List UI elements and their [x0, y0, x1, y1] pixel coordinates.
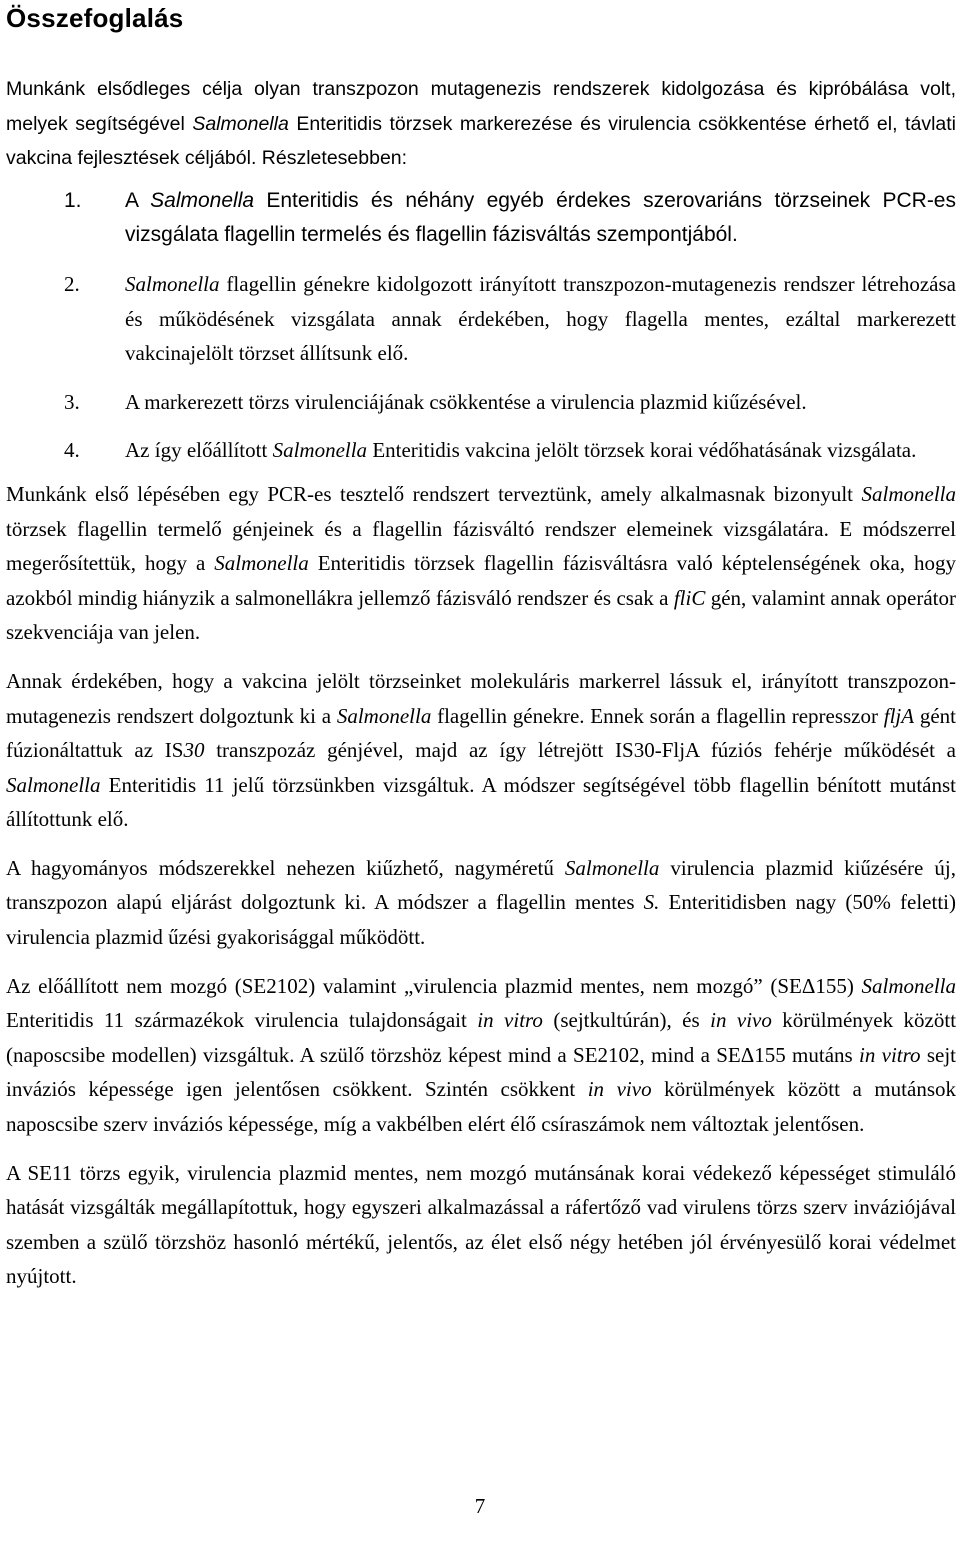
- aims-item-number: 1.: [64, 188, 82, 212]
- aims-list-item: [6, 385, 956, 420]
- intro-text-1: Munkánk elsődleges célja olyan transzpozon mutagenezis rendszerek kidolgozása és kipróbálása volt, melyek segítségével: [6, 78, 956, 135]
- aims-item-number: 3.: [64, 389, 80, 414]
- paragraph-text: sejt inváziós képessége igen jelentősen csökkent. Szintén csökkent: [6, 1042, 956, 1102]
- paragraph-text: körülmények között (naposcsibe modellen) vizsgáltuk. A szülő törzshöz képest mind a SE2102, mind a SEΔ155 mutáns: [6, 1008, 957, 1067]
- paragraph-italic: 30: [183, 738, 205, 763]
- aims-item-text: A: [125, 188, 151, 212]
- aims-item-italic: Salmonella: [125, 271, 220, 296]
- body-paragraph: [6, 477, 956, 650]
- paragraph-text: Enteritidisben nagy (50% feletti) virulencia plazmid űzési gyakorisággal működött.: [6, 890, 956, 950]
- paragraph-italic: in vitro: [859, 1042, 921, 1067]
- paragraph-text: Enteritidis törzsek flagellin fázisváltásra való képtelenségének oka, hogy azokból mindig hiányzik a salmonellákra jellemző fázisváló rendszer és csak a: [6, 551, 957, 610]
- body-paragraph: [6, 969, 956, 1142]
- aims-item-text: Enteritidis vakcina jelölt törzsek korai védőhatásának vizsgálata.: [367, 438, 917, 463]
- aims-list-item: [6, 267, 956, 371]
- paragraph-italic: in vitro: [477, 1008, 543, 1033]
- paragraph-text: gén, valamint annak operátor szekvenciája van jelen.: [6, 585, 957, 645]
- intro-text-2: Enteritidis törzsek markerezése és: [288, 112, 609, 135]
- intro-paragraph: [6, 72, 956, 176]
- aims-item-text: flagellin génekre kidolgozott irányított transzpozon-mutagenezis rendszer létrehozása és működésének vizsgálata annak érdekében, hogy flagella mentes, ezáltal markerezett vakcinajelölt törzset állítsunk elő.: [125, 271, 956, 366]
- paragraph-italic: in vivo: [587, 1077, 652, 1102]
- intro-italic-salmonella: Salmonella: [192, 112, 289, 135]
- paragraph-text: (sejtkultúrán), és: [542, 1008, 711, 1033]
- aims-list-item: [6, 433, 956, 468]
- paragraph-text: Munkánk első lépésében egy PCR-es tesztelő rendszert terveztünk, amely alkalmasnak bizonyult: [6, 481, 862, 506]
- paragraph-text: transzpozáz génjével, majd az így létrejött IS30-FljA fúziós fehérje működését a: [204, 738, 956, 763]
- page-title: Összefoglalás: [6, 3, 184, 33]
- body-paragraph: [6, 1156, 956, 1294]
- aims-item-text: Enteritidis és néhány egyéb érdekes szerovariáns törzseinek PCR-es vizsgálata flagellin termelés és flagellin fázisváltás szempontjából.: [125, 188, 956, 247]
- aims-item-number: 4.: [64, 438, 80, 463]
- aims-list-item: [6, 184, 956, 253]
- paragraph-italic: fliC: [673, 585, 706, 610]
- document-page: [6, 0, 956, 1294]
- paragraph-text: flagellin génekre. Ennek során a flagellin represszor: [431, 703, 884, 728]
- paragraph-text: A hagyományos módszerekkel nehezen kiűzhető, nagyméretű: [6, 855, 565, 880]
- aims-item-italic: Salmonella: [150, 188, 255, 212]
- paragraph-text: virulencia plazmid kiűzésére új, transzpozon alapú eljárást dolgoztunk ki. A módszer a flagellin mentes: [6, 855, 956, 915]
- body-paragraph: [6, 664, 956, 837]
- paragraph-italic: Salmonella: [861, 481, 956, 506]
- paragraph-text: Annak érdekében, hogy a vakcina jelölt törzseinket molekuláris markerrel lássuk el, irányított transzpozon-mutagenezis rendszert dolgoztunk ki a: [6, 668, 956, 728]
- paragraph-text: A SE11 törzs egyik, virulencia plazmid mentes, nem mozgó mutánsának korai védekező képességet stimuláló hatását vizsgálták megállapítottuk, hogy egyszeri alkalmazással a ráfertőző vad virulens törzs szerv inváziójával szemben a szülő törzshöz hasonló mértékű, jelentős, az élet első négy hetében jól érvényesülő korai védelmet nyújtott.: [6, 1160, 956, 1289]
- paragraph-text: Az előállított nem mozgó (SE2102) valamint „virulencia plazmid mentes, nem mozgó” (SEΔ155): [6, 973, 862, 998]
- paragraph-text: gént fúzionáltattuk az IS: [6, 703, 957, 763]
- paragraph-text: körülmények között a mutánsok naposcsibe szerv inváziós képessége, míg a vakbélben elért élő csíraszámok nem változtak jelentősen.: [6, 1077, 957, 1137]
- paragraph-italic: S.: [643, 890, 660, 915]
- intro-text-3: virulencia csökkentése érhető el, távlati vakcina fejlesztések céljából. Részletesebben:: [6, 112, 956, 170]
- paragraph-italic: fljA: [883, 703, 915, 728]
- paragraph-italic: Salmonella: [336, 703, 432, 728]
- paragraph-text: törzsek flagellin termelő génjeinek és a flagellin fázisváltó rendszer elemeinek vizsgálatára. E módszerrel megerősítettük, hogy a: [6, 516, 956, 576]
- page-number: 7: [474, 1494, 486, 1518]
- aims-item-number: 2.: [64, 271, 80, 296]
- paragraph-text: Enteritidis 11 származékok virulencia tulajdonságait: [6, 1008, 478, 1033]
- aims-item-text: A markerezett törzs virulenciájának csökkentése a virulencia plazmid kiűzésével.: [125, 389, 807, 414]
- aims-item-italic: Salmonella: [272, 438, 368, 463]
- aims-item-text: Az így előállított: [125, 438, 273, 463]
- paragraph-italic: in vivo: [710, 1008, 772, 1033]
- paragraph-italic: Salmonella: [861, 973, 956, 998]
- paragraph-italic: Salmonella: [6, 772, 101, 797]
- aims-list: [6, 184, 956, 468]
- paragraph-italic: Salmonella: [214, 551, 309, 576]
- body-paragraph: [6, 851, 956, 955]
- paragraph-text: Enteritidis 11 jelű törzsünkben vizsgáltuk. A módszer segítségével több flagellin bénított mutánst állítottunk elő.: [6, 772, 956, 832]
- paragraph-italic: Salmonella: [564, 855, 660, 880]
